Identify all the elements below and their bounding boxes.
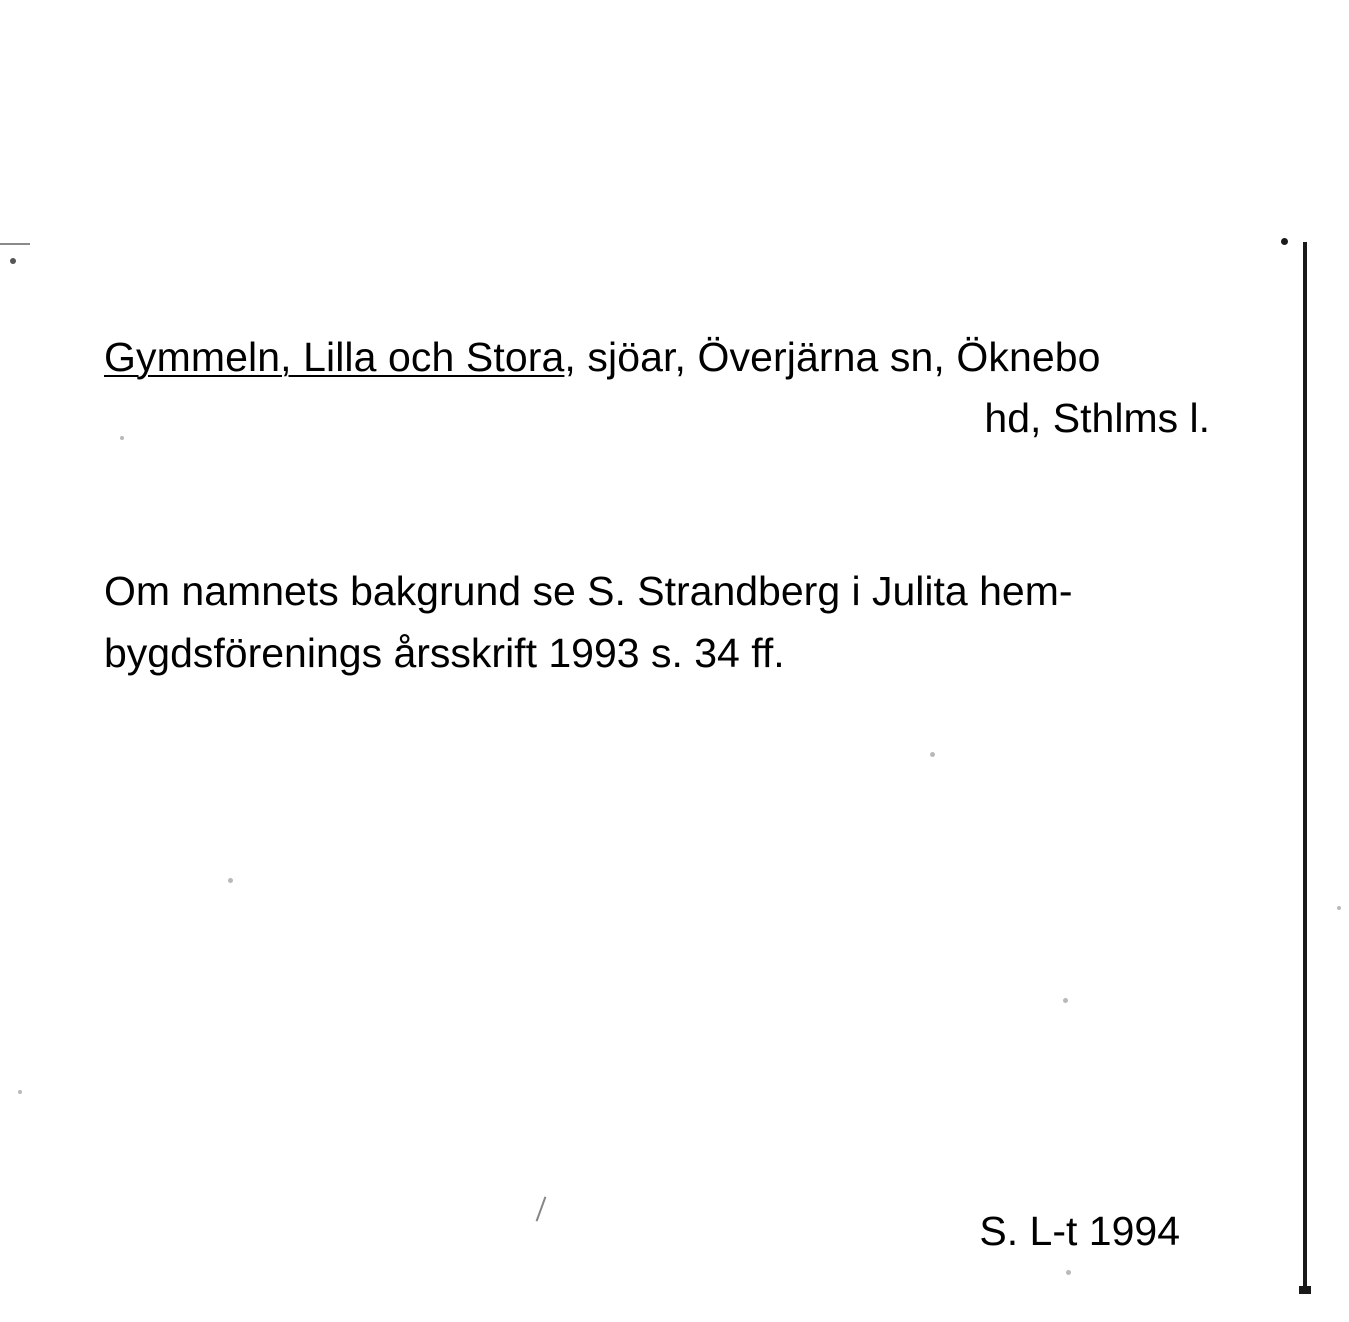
headline-qualifier: , sjöar, Överjärna sn, Öknebo: [564, 334, 1101, 380]
scan-speck-left: [10, 258, 16, 264]
scan-speck: [18, 1090, 22, 1094]
card-right-edge-tip: [1299, 1286, 1311, 1294]
scan-speck: [1063, 998, 1068, 1003]
card-headline-block: [104, 330, 1224, 447]
card-note-block: [104, 560, 1234, 685]
scan-speck: [1337, 906, 1341, 910]
scan-speck: [930, 752, 935, 757]
scan-speck: [228, 878, 233, 883]
card-right-edge: [1303, 242, 1307, 1294]
scan-speck-top-right: [1281, 238, 1288, 245]
headline-line-2: hd, Sthlms l.: [984, 395, 1210, 442]
card-signature: S. L-t 1994: [979, 1208, 1180, 1254]
note-line-1: Om namnets bakgrund se S. Strandberg i Julita hem-: [104, 568, 1073, 614]
scan-speck: [1066, 1270, 1071, 1275]
scan-edge-tick-left: [0, 243, 30, 245]
headline-line-1: [104, 330, 1224, 385]
note-line-2: bygdsförenings årsskrift 1993 s. 34 ff.: [104, 630, 785, 677]
headline-name: Gymmeln, Lilla och Stora: [104, 334, 565, 380]
